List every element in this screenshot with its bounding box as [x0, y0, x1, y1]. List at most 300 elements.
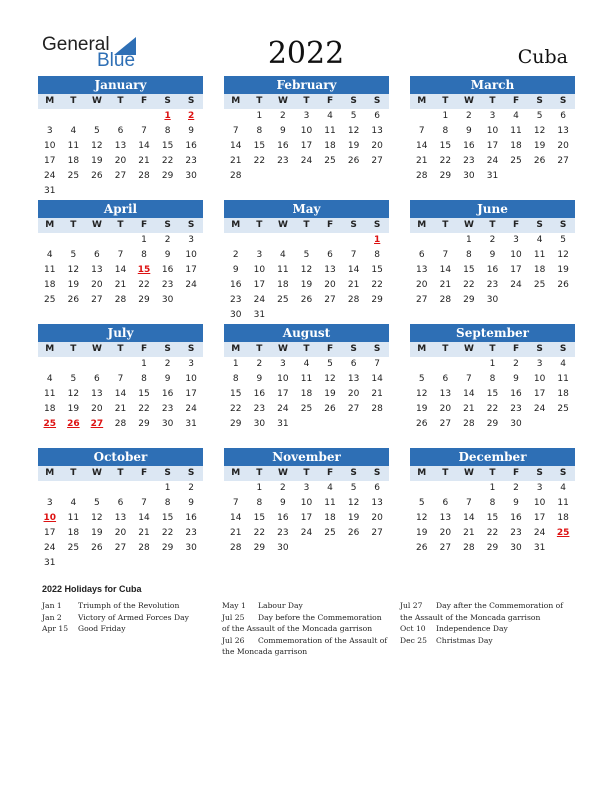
day-cell: 6: [442, 498, 449, 508]
day-cell: 12: [67, 265, 80, 275]
day-cell: 4: [303, 359, 310, 369]
weekday-label: M: [417, 220, 427, 230]
empty-cell: [132, 184, 156, 199]
day-cell: 22: [371, 280, 383, 290]
day-cell: 19: [533, 141, 546, 151]
empty-cell: [365, 417, 389, 432]
holiday-item: [42, 600, 212, 612]
weekday-header: [224, 94, 389, 109]
day-cell: 21: [347, 280, 360, 290]
day-cell: 10: [510, 250, 522, 260]
day-cell: 5: [536, 111, 543, 121]
empty-cell: [551, 541, 575, 556]
weekday-label: S: [350, 96, 357, 106]
day-cell: 26: [347, 528, 360, 538]
month-title: December: [410, 448, 575, 466]
empty-cell: [271, 169, 295, 184]
day-cell: 18: [324, 513, 336, 523]
day-cell: 9: [466, 126, 472, 136]
empty-cell: [109, 184, 133, 199]
day-cell: 9: [164, 374, 171, 384]
day-cell: 26: [533, 156, 546, 166]
day-cell: 3: [256, 250, 263, 260]
day-cell: 10: [533, 374, 546, 384]
day-cell: 26: [67, 295, 80, 305]
day-cell: 21: [230, 156, 242, 166]
empty-cell: [248, 169, 272, 184]
empty-cell: [62, 233, 86, 248]
weekday-label: T: [489, 220, 496, 230]
day-cell: 3: [188, 359, 195, 369]
day-cell: 25: [533, 280, 546, 290]
holiday-item: [400, 623, 570, 635]
day-cell: 4: [560, 359, 567, 369]
empty-cell: [365, 169, 389, 184]
day-cell: 15: [486, 389, 499, 399]
week-row: [224, 387, 389, 402]
empty-cell: [295, 541, 319, 556]
week-row: [224, 511, 389, 526]
day-cell: 14: [416, 141, 428, 151]
day-cell: 12: [416, 513, 428, 523]
day-cell: 3: [303, 111, 310, 121]
weekday-label: S: [350, 344, 357, 354]
weekday-label: S: [536, 344, 543, 354]
weekday-label: F: [140, 344, 148, 354]
weekday-label: S: [350, 220, 357, 230]
week-row: [410, 139, 575, 154]
day-cell: 13: [114, 513, 127, 523]
day-cell: 15: [230, 389, 242, 399]
week-row: [410, 263, 575, 278]
weekday-label: M: [45, 96, 55, 106]
week-row: [410, 511, 575, 526]
month-october: [38, 448, 203, 571]
day-cell: 22: [253, 156, 266, 166]
day-cell: 14: [371, 374, 383, 384]
empty-cell: [224, 481, 248, 496]
weekday-label: S: [187, 468, 195, 478]
holiday-date: Jul 26: [222, 635, 245, 645]
empty-cell: [434, 233, 458, 248]
day-cell: 8: [164, 126, 171, 136]
day-cell: 20: [324, 280, 336, 290]
day-cell: 18: [510, 141, 522, 151]
holiday-name: Day after the Commemoration of: [436, 601, 564, 610]
week-row: [224, 263, 389, 278]
day-cell: 12: [347, 126, 360, 136]
day-cell: 19: [91, 156, 103, 166]
weekday-label: F: [326, 344, 334, 354]
week-row: [410, 402, 575, 417]
empty-cell: [318, 169, 342, 184]
day-cell: 29: [486, 543, 499, 553]
empty-cell: [85, 556, 109, 571]
week-row: [410, 496, 575, 511]
holiday-name: Commemoration of the Assault of: [258, 635, 388, 645]
weekday-label: S: [164, 220, 171, 230]
empty-cell: [410, 109, 434, 124]
empty-cell: [62, 357, 86, 372]
empty-cell: [410, 233, 434, 248]
weekday-header: [224, 218, 389, 233]
day-cell: 28: [230, 171, 242, 181]
weekday-label: W: [91, 220, 102, 230]
day-cell: 21: [439, 280, 452, 290]
week-row: [224, 248, 389, 263]
holiday-day: 15: [137, 265, 151, 275]
calendar-year: 2022: [267, 36, 345, 71]
empty-cell: [271, 308, 295, 323]
day-cell: 28: [371, 404, 383, 414]
weekday-label: S: [536, 220, 543, 230]
day-cell: 26: [300, 295, 313, 305]
weekday-label: T: [70, 344, 77, 354]
empty-cell: [528, 169, 552, 184]
day-cell: 15: [463, 265, 475, 275]
weekday-header: [410, 218, 575, 233]
weekday-label: T: [489, 468, 496, 478]
day-cell: 16: [463, 141, 475, 151]
empty-cell: [38, 233, 62, 248]
day-cell: 3: [513, 235, 519, 245]
day-cell: 4: [70, 126, 77, 136]
week-row: [38, 481, 203, 496]
holiday-date: Dec 25: [400, 635, 427, 645]
day-cell: 2: [188, 483, 195, 493]
day-cell: 22: [486, 404, 499, 414]
day-cell: 27: [371, 528, 383, 538]
day-cell: 15: [371, 265, 383, 275]
week-row: [224, 496, 389, 511]
day-cell: 25: [324, 156, 336, 166]
day-cell: 14: [347, 265, 360, 275]
day-cell: 3: [536, 359, 543, 369]
weekday-label: W: [463, 468, 474, 478]
day-cell: 7: [350, 250, 357, 260]
week-row: [224, 526, 389, 541]
day-cell: 4: [327, 111, 333, 121]
day-cell: 6: [94, 250, 100, 260]
weekday-label: M: [45, 344, 55, 354]
empty-cell: [109, 556, 133, 571]
weekday-label: M: [231, 344, 241, 354]
week-row: [224, 233, 389, 248]
day-cell: 1: [232, 359, 239, 369]
day-cell: 24: [277, 404, 289, 414]
day-cell: 23: [463, 156, 475, 166]
weekday-label: F: [326, 96, 334, 106]
week-row: [224, 541, 389, 556]
week-row: [410, 109, 575, 124]
day-cell: 22: [161, 156, 174, 166]
empty-cell: [85, 481, 109, 496]
day-cell: 27: [371, 156, 383, 166]
weekday-label: S: [164, 468, 171, 478]
month-title: June: [410, 200, 575, 218]
day-cell: 30: [253, 419, 266, 429]
day-cell: 11: [533, 250, 546, 260]
day-cell: 26: [324, 404, 336, 414]
weekday-label: W: [277, 96, 288, 106]
week-row: [410, 541, 575, 556]
month-july: [38, 324, 203, 432]
holiday-date: Jul 27: [400, 601, 423, 610]
day-cell: 6: [327, 250, 333, 260]
weekday-label: T: [442, 220, 449, 230]
day-cell: 7: [418, 126, 425, 136]
weekday-label: W: [91, 96, 102, 106]
weekday-label: S: [559, 468, 567, 478]
day-cell: 10: [300, 126, 313, 136]
week-row: [410, 372, 575, 387]
day-cell: 3: [46, 126, 53, 136]
day-cell: 13: [114, 141, 127, 151]
empty-cell: [109, 109, 133, 124]
empty-cell: [342, 169, 366, 184]
month-title: May: [224, 200, 389, 218]
day-cell: 28: [114, 295, 127, 305]
holiday-item: [222, 600, 392, 612]
day-cell: 15: [161, 141, 174, 151]
holiday-date: Jan 1: [42, 601, 62, 610]
day-cell: 31: [277, 419, 289, 429]
month-title: August: [224, 324, 389, 342]
week-row: [410, 357, 575, 372]
week-row: [38, 169, 203, 184]
month-august: [224, 324, 389, 432]
day-cell: 7: [117, 374, 124, 384]
day-cell: 6: [374, 111, 381, 121]
holidays-title: 2022 Holidays for Cuba: [42, 584, 142, 594]
weekday-label: F: [140, 96, 148, 106]
day-cell: 1: [466, 235, 472, 245]
day-cell: 11: [324, 498, 336, 508]
holiday-date: Jul 25: [222, 612, 245, 622]
day-cell: 1: [256, 111, 263, 121]
holiday-item: [42, 612, 212, 624]
day-cell: 5: [94, 126, 100, 136]
week-row: [38, 526, 203, 541]
empty-cell: [342, 233, 366, 248]
holiday-name-continued: the Moncada garrison: [222, 647, 308, 656]
day-cell: 20: [371, 141, 383, 151]
day-cell: 19: [324, 389, 336, 399]
day-cell: 30: [161, 419, 174, 429]
day-cell: 18: [557, 389, 569, 399]
weekday-label: S: [373, 344, 381, 354]
day-cell: 6: [117, 126, 124, 136]
day-cell: 26: [416, 543, 428, 553]
weekday-label: T: [117, 344, 124, 354]
weekday-label: T: [117, 468, 124, 478]
weekday-label: W: [277, 344, 288, 354]
holiday-name: Triumph of the Revolution: [78, 601, 180, 610]
day-cell: 23: [185, 528, 197, 538]
week-row: [410, 169, 575, 184]
day-cell: 4: [46, 374, 53, 384]
day-cell: 18: [67, 528, 80, 538]
day-cell: 17: [44, 156, 56, 166]
holiday-day: 27: [90, 419, 104, 429]
week-row: [224, 169, 389, 184]
day-cell: 30: [486, 295, 499, 305]
empty-cell: [38, 357, 62, 372]
day-cell: 22: [138, 280, 150, 290]
day-cell: 21: [138, 156, 150, 166]
day-cell: 2: [280, 111, 286, 121]
day-cell: 25: [510, 156, 522, 166]
day-cell: 22: [253, 528, 266, 538]
weekday-label: F: [512, 96, 520, 106]
day-cell: 28: [138, 171, 150, 181]
holiday-day: 1: [374, 235, 381, 245]
empty-cell: [85, 357, 109, 372]
weekday-header: [410, 94, 575, 109]
day-cell: 20: [91, 404, 103, 414]
weekday-label: S: [373, 96, 381, 106]
day-cell: 30: [185, 171, 197, 181]
day-cell: 12: [67, 389, 80, 399]
week-row: [38, 357, 203, 372]
day-cell: 25: [324, 528, 336, 538]
weekday-label: T: [489, 344, 496, 354]
day-cell: 13: [347, 374, 360, 384]
day-cell: 18: [277, 280, 289, 290]
empty-cell: [410, 481, 434, 496]
week-row: [38, 402, 203, 417]
weekday-label: W: [277, 220, 288, 230]
day-cell: 11: [510, 126, 522, 136]
week-row: [410, 248, 575, 263]
holiday-name: Day before the Commemoration: [258, 612, 382, 622]
day-cell: 13: [439, 389, 452, 399]
weekday-label: T: [70, 220, 77, 230]
holiday-day: 25: [556, 528, 570, 538]
weekday-label: T: [489, 96, 496, 106]
weekday-label: T: [117, 96, 124, 106]
logo-general-text: General: [42, 34, 110, 55]
day-cell: 17: [533, 513, 546, 523]
weekday-label: M: [417, 344, 427, 354]
holiday-name: Good Friday: [78, 624, 126, 633]
weekday-header: [38, 94, 203, 109]
day-cell: 7: [141, 498, 147, 508]
holiday-name: Christmas Day: [436, 635, 493, 645]
day-cell: 24: [44, 171, 56, 181]
day-cell: 2: [280, 483, 286, 493]
weekday-label: T: [442, 96, 449, 106]
empty-cell: [85, 184, 109, 199]
holiday-date: Jan 2: [42, 612, 62, 622]
day-cell: 3: [536, 483, 543, 493]
day-cell: 19: [347, 141, 360, 151]
holiday-name: Labour Day: [258, 601, 303, 610]
day-cell: 31: [44, 186, 56, 196]
day-cell: 31: [185, 419, 197, 429]
day-cell: 3: [280, 359, 286, 369]
month-february: [224, 76, 389, 184]
day-cell: 3: [188, 235, 195, 245]
day-cell: 3: [46, 498, 53, 508]
day-cell: 20: [416, 280, 428, 290]
week-row: [410, 526, 575, 541]
day-cell: 5: [418, 374, 425, 384]
empty-cell: [434, 481, 458, 496]
weekday-label: S: [164, 96, 171, 106]
week-row: [224, 402, 389, 417]
day-cell: 16: [277, 513, 289, 523]
day-cell: 16: [510, 389, 522, 399]
weekday-label: F: [512, 220, 520, 230]
weekday-label: S: [536, 96, 543, 106]
day-cell: 29: [463, 295, 475, 305]
day-cell: 24: [44, 543, 56, 553]
day-cell: 15: [439, 141, 452, 151]
month-title: January: [38, 76, 203, 94]
empty-cell: [62, 556, 86, 571]
day-cell: 13: [324, 265, 336, 275]
day-cell: 9: [256, 374, 263, 384]
week-row: [38, 139, 203, 154]
day-cell: 6: [442, 374, 449, 384]
day-cell: 23: [510, 528, 522, 538]
week-row: [224, 139, 389, 154]
day-cell: 22: [138, 404, 150, 414]
weekday-label: T: [256, 96, 263, 106]
day-cell: 4: [280, 250, 286, 260]
empty-cell: [156, 556, 180, 571]
day-cell: 26: [416, 419, 428, 429]
day-cell: 4: [560, 483, 567, 493]
day-cell: 7: [466, 374, 472, 384]
week-row: [224, 293, 389, 308]
day-cell: 27: [439, 543, 452, 553]
day-cell: 16: [277, 141, 289, 151]
day-cell: 22: [439, 156, 452, 166]
holiday-name-continued: of the Assault of the Moncada garrison: [222, 624, 373, 633]
day-cell: 9: [280, 126, 286, 136]
weekday-label: S: [373, 468, 381, 478]
day-cell: 8: [489, 374, 496, 384]
day-cell: 1: [442, 111, 449, 121]
day-cell: 17: [277, 389, 289, 399]
week-row: [38, 263, 203, 278]
day-cell: 23: [253, 404, 266, 414]
day-cell: 12: [300, 265, 313, 275]
day-cell: 7: [466, 498, 472, 508]
empty-cell: [365, 308, 389, 323]
day-cell: 23: [161, 404, 174, 414]
weekday-label: T: [256, 220, 263, 230]
weekday-label: S: [350, 468, 357, 478]
day-cell: 24: [533, 404, 546, 414]
day-cell: 14: [138, 513, 150, 523]
empty-cell: [132, 481, 156, 496]
day-cell: 19: [416, 404, 428, 414]
day-cell: 31: [44, 558, 56, 568]
day-cell: 21: [114, 404, 127, 414]
empty-cell: [457, 357, 481, 372]
day-cell: 7: [374, 359, 381, 369]
day-cell: 21: [138, 528, 150, 538]
empty-cell: [551, 293, 575, 308]
weekday-header: [38, 218, 203, 233]
day-cell: 13: [371, 498, 383, 508]
day-cell: 13: [416, 265, 428, 275]
day-cell: 19: [416, 528, 428, 538]
day-cell: 8: [466, 250, 472, 260]
